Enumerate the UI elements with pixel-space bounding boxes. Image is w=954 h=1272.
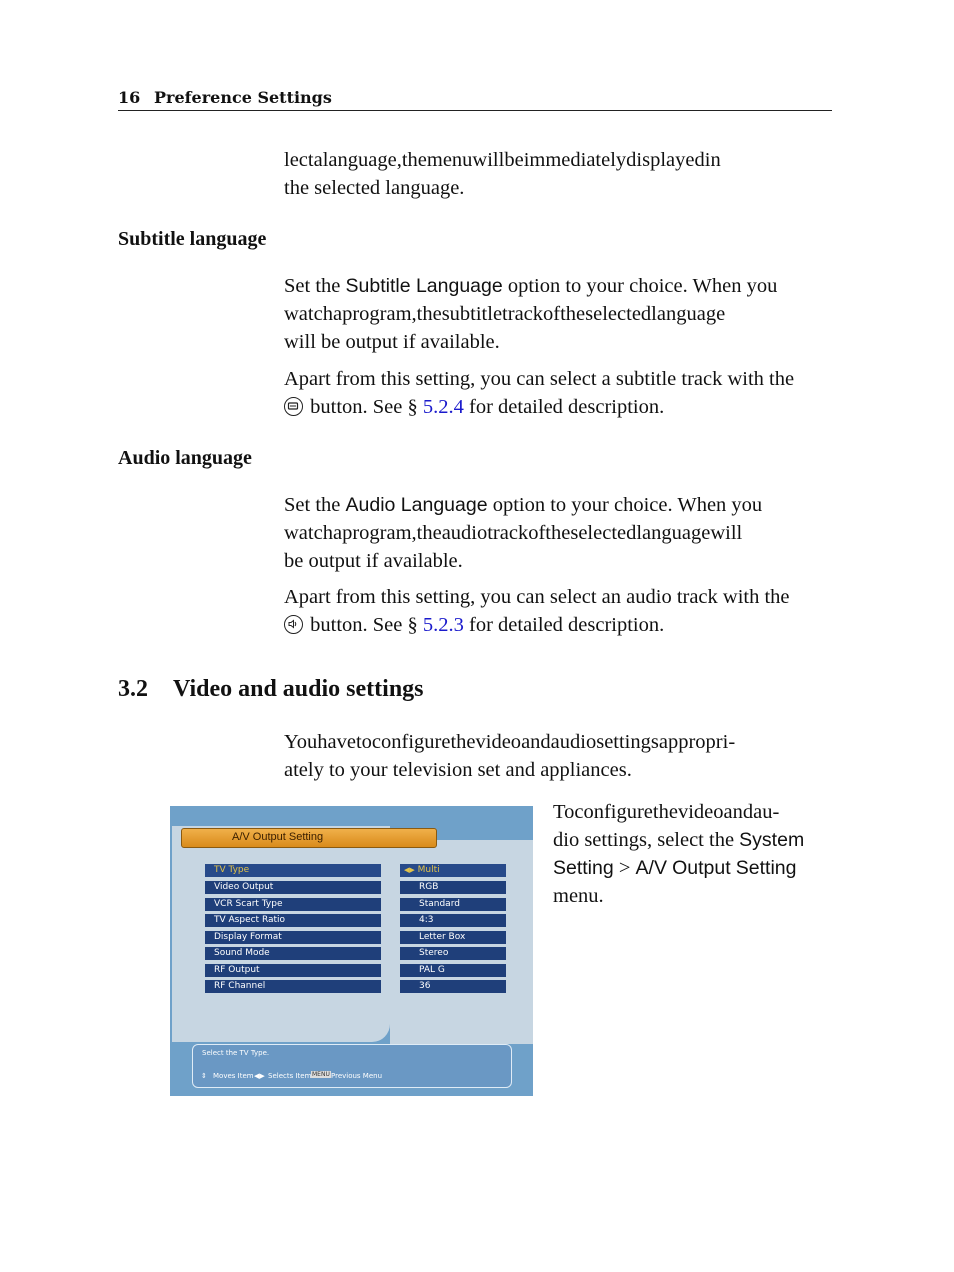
chapter-title: Preference Settings — [154, 88, 332, 107]
subtitle-paragraph-2: Apart from this setting, you can select a subtitle track with the button. See § 5.2.4 for detailed description. — [284, 368, 795, 418]
menu-name: System — [739, 829, 805, 851]
value-tv-aspect-ratio[interactable]: 4:3 — [400, 914, 506, 927]
up-down-arrows-icon: ⇕ — [201, 1072, 207, 1080]
audio-button-icon — [284, 615, 303, 634]
value-vcr-scart-type[interactable]: Standard — [400, 898, 506, 911]
section-paragraph: Youhavetoconfigurethevideoandaudiosettingsappropri- ately to your television set and appliances. — [284, 731, 736, 781]
running-header — [118, 86, 832, 111]
menu-item-display-format[interactable]: Display Format — [205, 931, 381, 944]
left-right-arrows-icon: ◀▶ — [404, 866, 415, 874]
help-hint: Select the TV Type. — [202, 1049, 270, 1057]
menu-item-rf-output[interactable]: RF Output — [205, 964, 381, 977]
audio-heading: Audio language — [118, 447, 252, 469]
value-rf-output[interactable]: PAL G — [400, 964, 506, 977]
intro-paragraph — [284, 146, 832, 202]
option-name: Audio Language — [345, 494, 488, 516]
page-number: 16 — [118, 88, 141, 107]
menu-key-icon: MENU — [312, 1071, 330, 1078]
section-link-5-2-3[interactable]: 5.2.3 — [422, 614, 464, 636]
menu-item-tv-aspect-ratio[interactable]: TV Aspect Ratio — [205, 914, 381, 927]
section-title: Video and audio settings — [173, 676, 424, 702]
value-tv-type[interactable]: ◀▶ Multi — [400, 864, 506, 877]
value-video-output[interactable]: RGB — [400, 881, 506, 894]
menu-title-bar: A/V Output Setting — [181, 828, 437, 848]
intro-line-1: lectalanguage,themenuwillbeimmediatelydisplayedin — [284, 149, 721, 171]
av-output-setting-screenshot — [170, 806, 533, 1096]
menu-item-tv-type[interactable]: TV Type — [205, 864, 381, 877]
audio-paragraph-1: Set the Audio Language option to your choice. When you watchaprogram,theaudiotrackoftheselectedlanguagewill be output if available. — [284, 494, 763, 572]
section-number: 3.2 — [118, 676, 148, 702]
menu-item-sound-mode[interactable]: Sound Mode — [205, 947, 381, 960]
menu-item-vcr-scart-type[interactable]: VCR Scart Type — [205, 898, 381, 911]
help-footer: Select the TV Type. ⇕ Moves Item ◀▶ Selects Item MENU Previous Menu — [192, 1044, 512, 1088]
option-name: Subtitle Language — [345, 275, 503, 297]
menu-item-video-output[interactable]: Video Output — [205, 881, 381, 894]
value-display-format[interactable]: Letter Box — [400, 931, 506, 944]
left-right-arrows-icon: ◀▶ — [254, 1072, 265, 1080]
value-sound-mode[interactable]: Stereo — [400, 947, 506, 960]
menu-item-rf-channel[interactable]: RF Channel — [205, 980, 381, 993]
subtitle-paragraph-1: Set the Subtitle Language option to your choice. When you watchaprogram,thesubtitletrackoftheselectedlanguage will be output if available. — [284, 275, 778, 353]
side-paragraph: Toconfigurethevideoandau- dio settings, select the System Setting > A/V Output Setting menu. — [553, 801, 805, 907]
subtitle-heading: Subtitle language — [118, 228, 267, 250]
intro-line-2: the selected language. — [284, 177, 465, 199]
subtitle-button-icon — [284, 397, 303, 416]
value-rf-channel[interactable]: 36 — [400, 980, 506, 993]
audio-paragraph-2: Apart from this setting, you can select an audio track with the button. See § 5.2.3 for detailed description. — [284, 586, 790, 636]
section-heading — [118, 676, 424, 703]
section-link-5-2-4[interactable]: 5.2.4 — [422, 396, 464, 418]
